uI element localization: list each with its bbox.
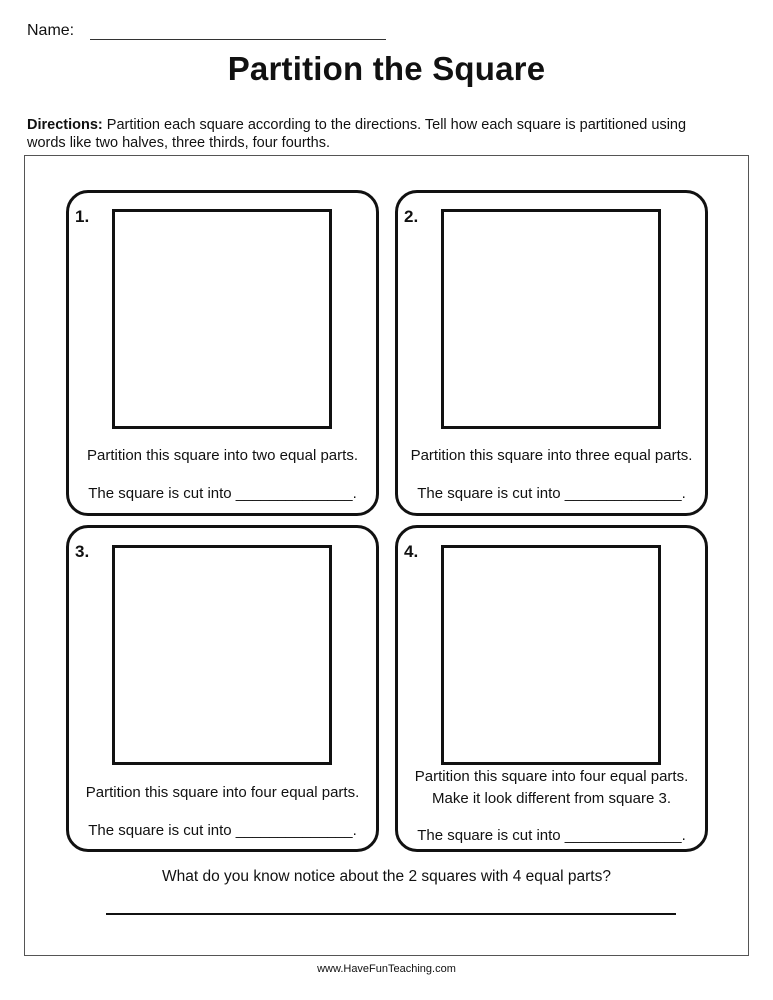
directions [27,116,727,152]
name-field[interactable] [90,25,386,40]
instruction-text: Partition this square into four equal parts. [85,784,360,801]
answer-text[interactable]: The square is cut into ______________. [88,485,357,502]
square-1[interactable] [112,209,332,429]
instruction-text: Partition this square into two equal parts. [87,447,358,464]
directions-text: Partition each square according to the directions. Tell how each square is partitioned using words like two halves, three thirds, four fourths. [27,117,687,151]
square-3[interactable] [112,545,332,765]
panel-number: 2. [404,207,419,226]
square-4[interactable] [441,545,661,765]
panel-4 [395,525,708,852]
page-title: Partition the Square [227,50,546,87]
name-row [27,22,386,40]
panel-3 [66,525,379,852]
answer-text[interactable]: The square is cut into ______________. [88,822,357,839]
panel-2 [395,190,708,516]
instruction-text-line-1: Partition this square into four equal parts. [414,768,689,785]
answer-line[interactable] [106,913,676,915]
directions-label: Directions: [27,117,103,133]
square-2[interactable] [441,209,661,429]
answer-text[interactable]: The square is cut into ______________. [417,485,686,502]
footer-url: www.HaveFunTeaching.com [317,963,456,975]
answer-text[interactable]: The square is cut into ______________. [417,827,686,844]
name-label: Name: [27,22,75,39]
panel-number: 4. [404,542,419,561]
panel-1 [66,190,379,516]
instruction-text: Partition this square into three equal parts. [410,447,693,464]
question-text: What do you know notice about the 2 squares with 4 equal parts? [162,868,611,885]
instruction-text-line-2: Make it look different from square 3. [431,790,671,807]
panel-number: 1. [75,207,90,226]
panel-number: 3. [75,542,90,561]
